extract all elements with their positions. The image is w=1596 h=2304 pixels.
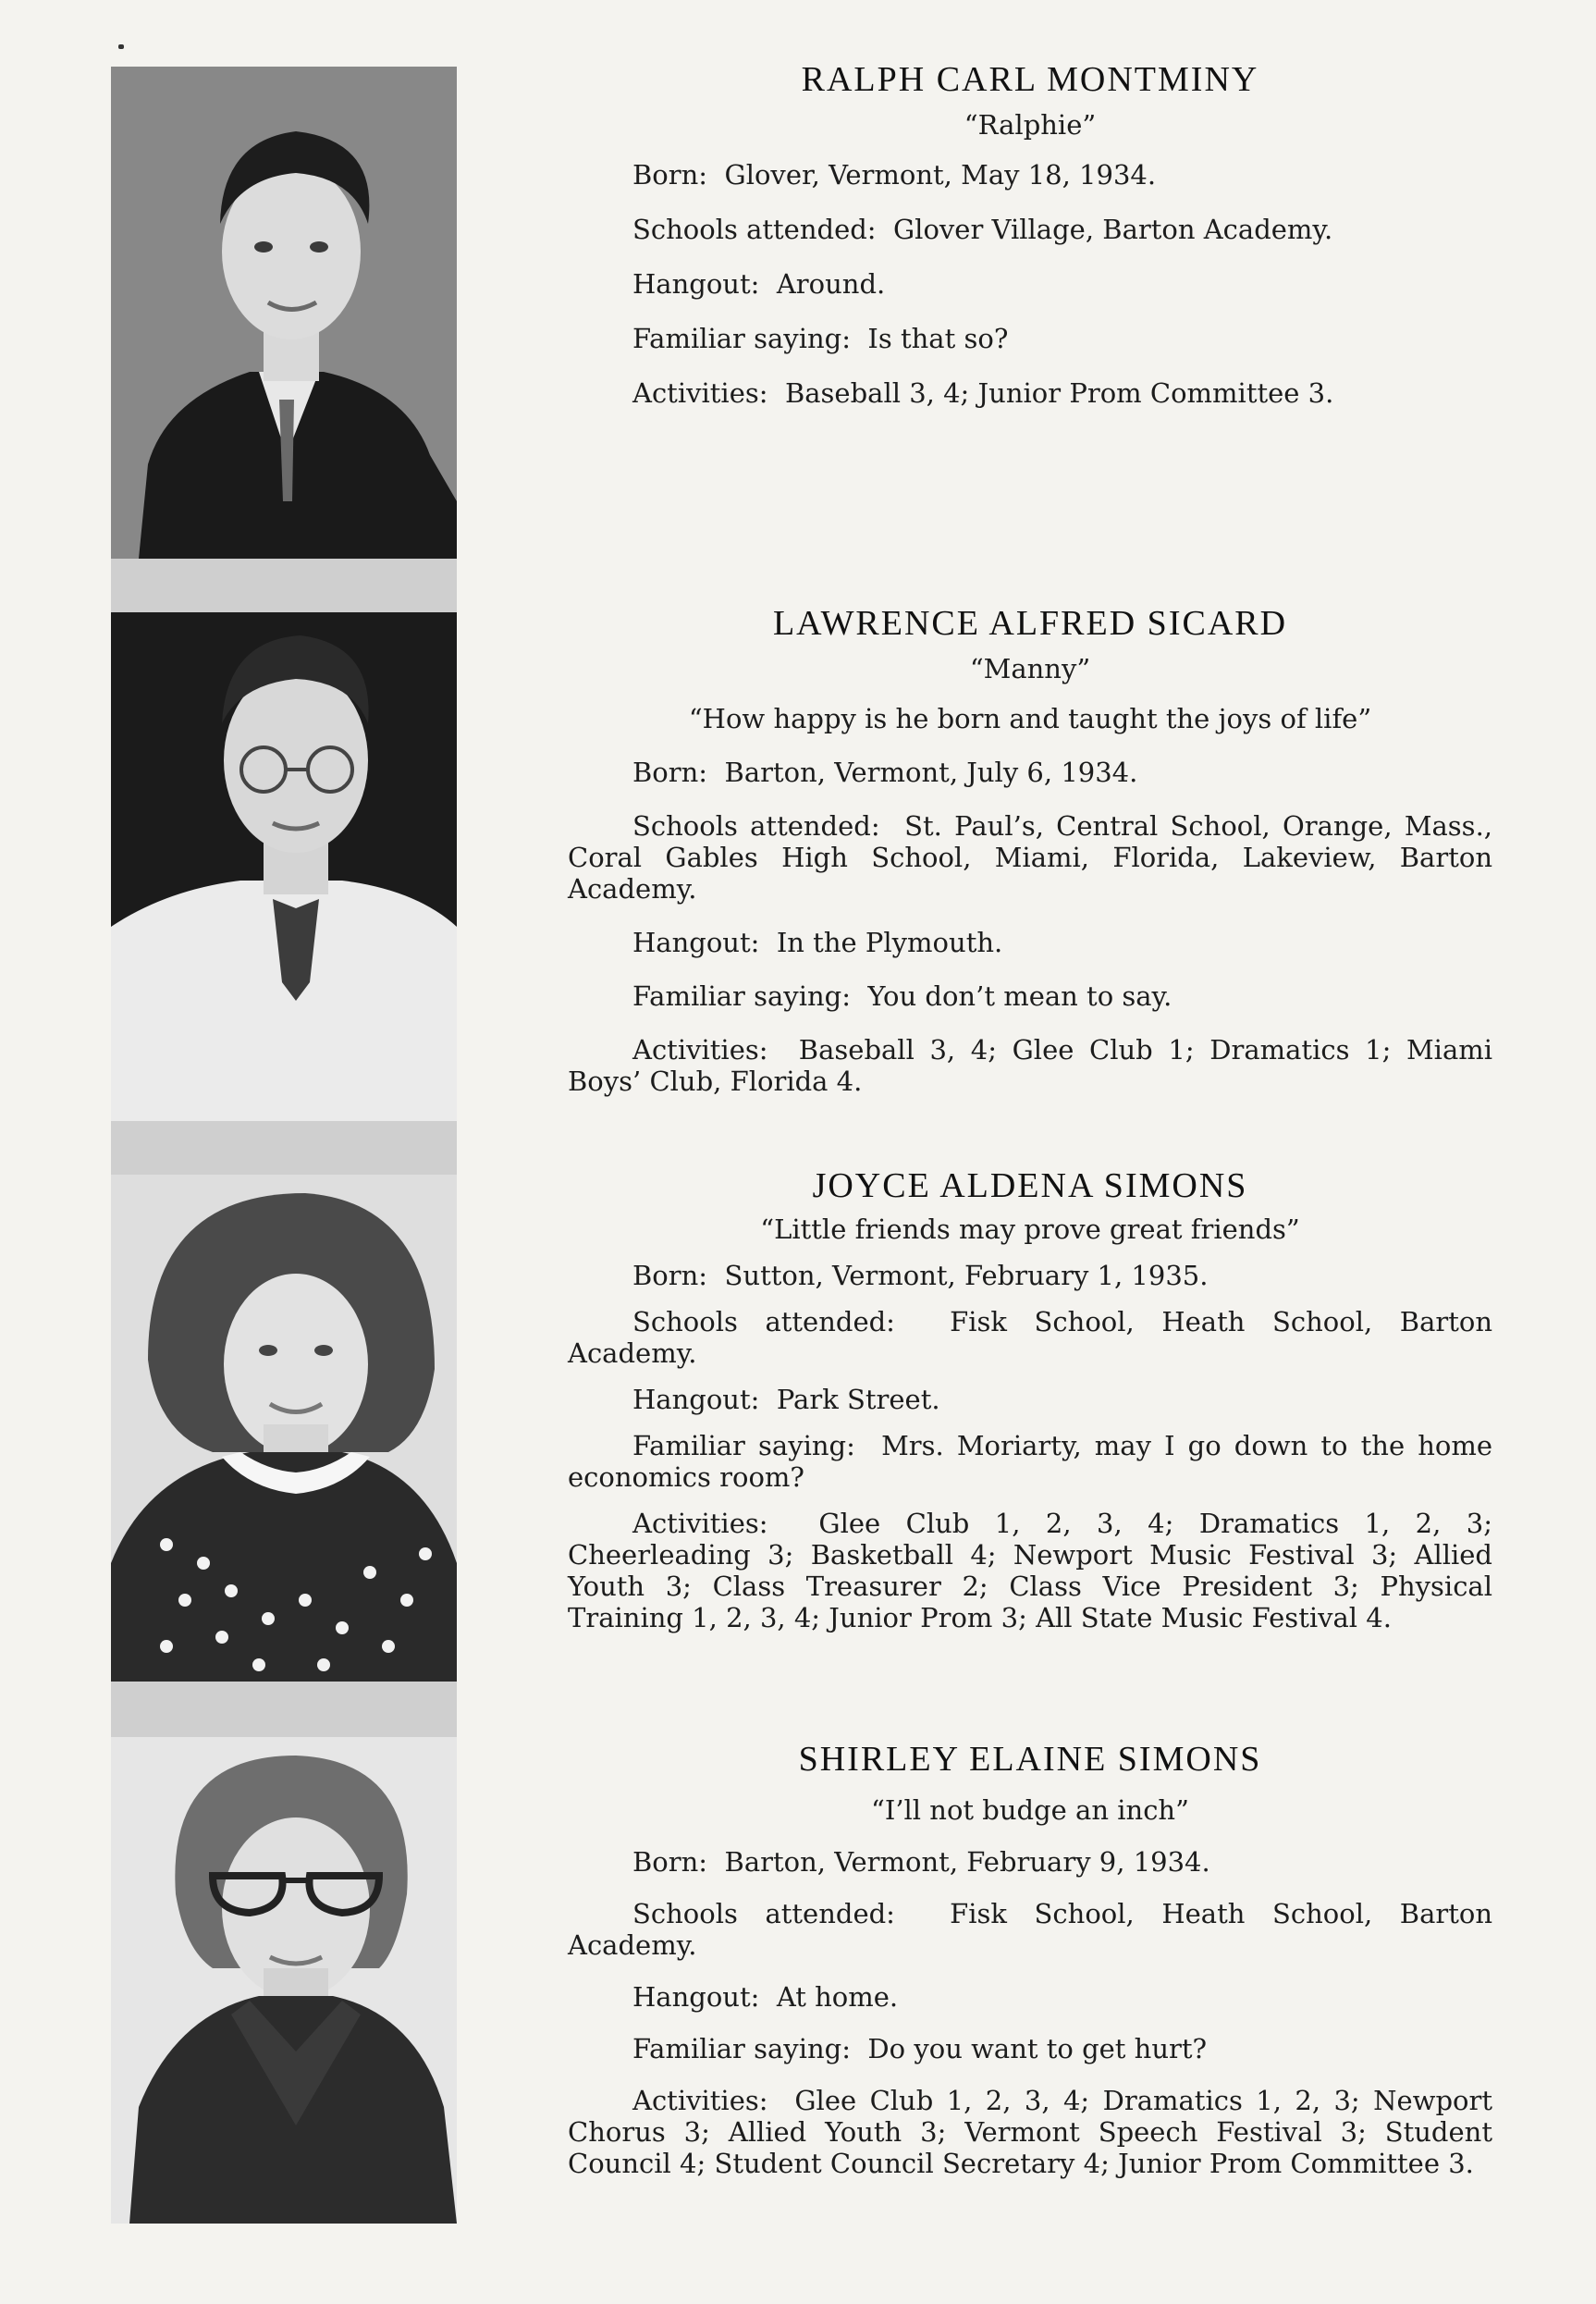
activities-line xyxy=(568,2085,1492,2179)
student-quote: “Little friends may prove great friends” xyxy=(760,1214,1300,1245)
hangout-label: Hangout: xyxy=(632,1981,760,2013)
hangout-line xyxy=(568,927,1492,958)
born-value: Barton, Vermont, July 6, 1934. xyxy=(724,757,1138,788)
hangout-value: At home. xyxy=(776,1981,899,2013)
activities-label: Activities: xyxy=(632,377,768,409)
saying-line xyxy=(568,980,1492,1012)
born-value: Sutton, Vermont, February 1, 1935. xyxy=(724,1260,1209,1291)
born-label: Born: xyxy=(632,757,708,788)
entry-ralph xyxy=(568,59,1492,409)
activities-label: Activities: xyxy=(632,2085,768,2116)
schools-value: St. Paul’s, Central School, Orange, Mass., Coral Gables High School, Miami, Florida, Lakeview, Barton Academy. xyxy=(568,810,1493,905)
saying-line xyxy=(568,2033,1492,2064)
schools-line xyxy=(568,1898,1492,1961)
portrait-column xyxy=(111,67,457,2224)
born-line xyxy=(568,1846,1492,1878)
hangout-label: Hangout: xyxy=(632,1384,760,1415)
student-nickname: “Manny” xyxy=(969,653,1091,684)
portrait-joyce xyxy=(111,1175,457,1682)
hangout-line xyxy=(568,1384,1492,1415)
saying-line xyxy=(568,1430,1492,1493)
born-label: Born: xyxy=(632,159,708,191)
saying-value: You don’t mean to say. xyxy=(867,980,1172,1012)
activities-value: Baseball 3, 4; Glee Club 1; Dramatics 1; Miami Boys’ Club, Florida 4. xyxy=(568,1034,1493,1097)
hangout-line xyxy=(568,268,1492,300)
activities-label: Activities: xyxy=(632,1034,768,1066)
saying-label: Familiar saying: xyxy=(632,1430,855,1461)
schools-line xyxy=(568,1306,1492,1369)
born-value: Glover, Vermont, May 18, 1934. xyxy=(724,159,1157,191)
hangout-value: Park Street. xyxy=(776,1384,940,1415)
saying-label: Familiar saying: xyxy=(632,323,851,354)
schools-label: Schools attended: xyxy=(632,810,880,842)
schools-label: Schools attended: xyxy=(632,1898,895,1929)
activities-value: Glee Club 1, 2, 3, 4; Dramatics 1, 2, 3; Newport Chorus 3; Allied Youth 3; Vermont Speech Festival 3; Student Council 4; Student Council Secretary 4; Junior Prom Committee 3. xyxy=(568,2085,1493,2179)
hangout-value: Around. xyxy=(776,268,886,300)
born-line xyxy=(568,757,1492,788)
schools-line xyxy=(568,810,1492,905)
schools-line xyxy=(568,214,1492,245)
schools-value: Fisk School, Heath School, Barton Academy. xyxy=(568,1306,1493,1369)
saying-label: Familiar saying: xyxy=(632,980,851,1012)
born-label: Born: xyxy=(632,1260,708,1291)
schools-label: Schools attended: xyxy=(632,214,877,245)
entry-joyce xyxy=(568,1165,1492,1633)
activities-line xyxy=(568,377,1492,409)
hangout-line xyxy=(568,1981,1492,2013)
activities-value: Baseball 3, 4; Junior Prom Committee 3. xyxy=(784,377,1334,409)
schools-value: Fisk School, Heath School, Barton Academy. xyxy=(568,1898,1493,1961)
student-name: JOYCE ALDENA SIMONS xyxy=(812,1166,1248,1205)
entry-shirley xyxy=(568,1739,1492,2179)
activities-line xyxy=(568,1508,1492,1633)
entry-lawrence xyxy=(568,603,1492,1097)
page-speck xyxy=(118,44,124,49)
student-quote: “I’ll not budge an inch” xyxy=(871,1794,1189,1826)
saying-value: Do you want to get hurt? xyxy=(867,2033,1208,2064)
born-label: Born: xyxy=(632,1846,708,1878)
hangout-label: Hangout: xyxy=(632,927,760,958)
schools-label: Schools attended: xyxy=(632,1306,895,1337)
student-nickname: “Ralphie” xyxy=(964,109,1097,141)
student-quote: “How happy is he born and taught the joys of life” xyxy=(688,703,1372,734)
portrait-lawrence xyxy=(111,612,457,1121)
saying-label: Familiar saying: xyxy=(632,2033,851,2064)
born-line xyxy=(568,159,1492,191)
saying-value: Mrs. Moriarty, may I go down to the home economics room? xyxy=(568,1430,1493,1493)
saying-line xyxy=(568,323,1492,354)
schools-value: Glover Village, Barton Academy. xyxy=(893,214,1333,245)
student-name: RALPH CARL MONTMINY xyxy=(801,60,1259,99)
activities-value: Glee Club 1, 2, 3, 4; Dramatics 1, 2, 3; Cheerleading 3; Basketball 4; Newport Music Festival 3; Allied Youth 3; Class Treasurer 2; Class Vice President 3; Physical Training 1, 2, 3, 4; Junior Prom 3; All State Music Festival 4. xyxy=(568,1508,1492,1633)
student-name: LAWRENCE ALFRED SICARD xyxy=(772,604,1288,643)
born-value: Barton, Vermont, February 9, 1934. xyxy=(724,1846,1210,1878)
activities-line xyxy=(568,1034,1492,1097)
activities-label: Activities: xyxy=(632,1508,768,1539)
hangout-label: Hangout: xyxy=(632,268,760,300)
portrait-ralph xyxy=(111,67,457,559)
portrait-shirley xyxy=(111,1737,457,2224)
hangout-value: In the Plymouth. xyxy=(776,927,1003,958)
student-name: SHIRLEY ELAINE SIMONS xyxy=(798,1740,1262,1779)
saying-value: Is that so? xyxy=(867,323,1009,354)
born-line xyxy=(568,1260,1492,1291)
